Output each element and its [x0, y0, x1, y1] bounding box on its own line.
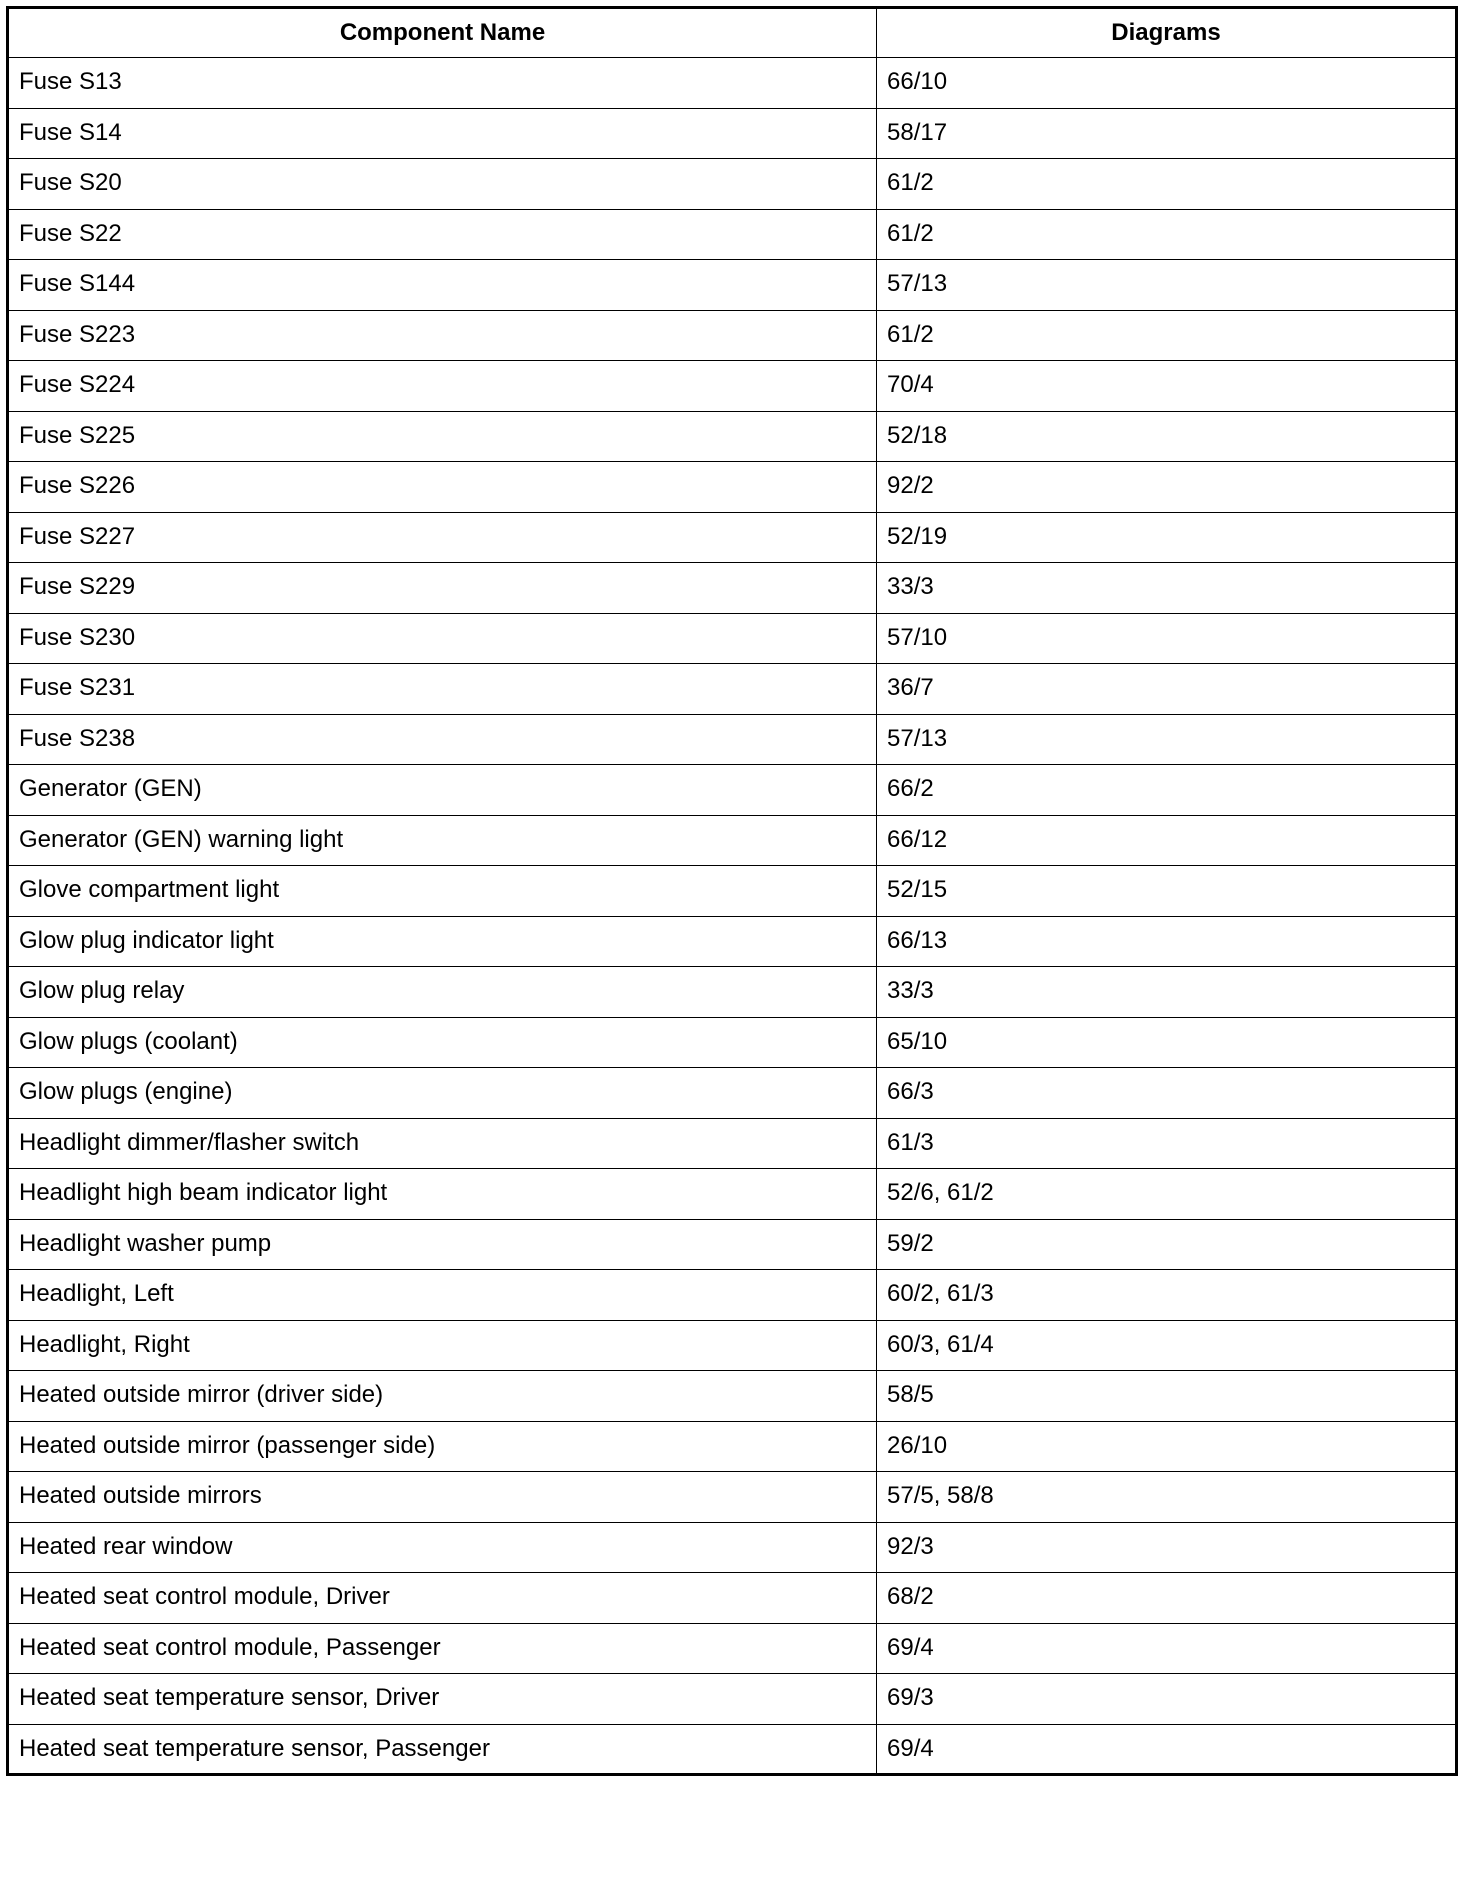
component-diagram-table — [6, 6, 1458, 1776]
diagrams-cell: 66/3 — [877, 1068, 1457, 1119]
component-name-cell: Heated rear window — [8, 1522, 877, 1573]
component-name-cell: Headlight washer pump — [8, 1219, 877, 1270]
table-row — [8, 1573, 1457, 1624]
diagrams-cell: 57/10 — [877, 613, 1457, 664]
component-name-cell: Fuse S14 — [8, 108, 877, 159]
component-name-cell: Fuse S238 — [8, 714, 877, 765]
diagrams-cell: 52/15 — [877, 866, 1457, 917]
diagrams-cell: 26/10 — [877, 1421, 1457, 1472]
table-row — [8, 967, 1457, 1018]
diagrams-cell: 61/3 — [877, 1118, 1457, 1169]
diagrams-cell: 60/2, 61/3 — [877, 1270, 1457, 1321]
table-row — [8, 714, 1457, 765]
table-row — [8, 159, 1457, 210]
table-row — [8, 1623, 1457, 1674]
table-row — [8, 1017, 1457, 1068]
component-name-cell: Fuse S13 — [8, 58, 877, 109]
component-name-cell: Fuse S144 — [8, 260, 877, 311]
table-row — [8, 1169, 1457, 1220]
table-header-row — [8, 8, 1457, 58]
diagrams-cell: 66/13 — [877, 916, 1457, 967]
table-row — [8, 361, 1457, 412]
table-row — [8, 664, 1457, 715]
component-name-cell: Fuse S223 — [8, 310, 877, 361]
diagrams-cell: 59/2 — [877, 1219, 1457, 1270]
diagrams-cell: 61/2 — [877, 310, 1457, 361]
table-row — [8, 916, 1457, 967]
component-name-cell: Heated seat control module, Passenger — [8, 1623, 877, 1674]
table-row — [8, 1118, 1457, 1169]
diagrams-cell: 65/10 — [877, 1017, 1457, 1068]
table-row — [8, 411, 1457, 462]
column-header-diagrams: Diagrams — [877, 8, 1457, 58]
diagrams-cell: 69/3 — [877, 1674, 1457, 1725]
diagrams-cell: 66/10 — [877, 58, 1457, 109]
diagrams-cell: 92/3 — [877, 1522, 1457, 1573]
component-name-cell: Headlight, Right — [8, 1320, 877, 1371]
component-name-cell: Heated seat temperature sensor, Passenger — [8, 1724, 877, 1775]
table-row — [8, 1320, 1457, 1371]
table-row — [8, 1371, 1457, 1422]
diagrams-cell: 92/2 — [877, 462, 1457, 513]
diagrams-cell: 57/5, 58/8 — [877, 1472, 1457, 1523]
component-name-cell: Fuse S227 — [8, 512, 877, 563]
table-row — [8, 563, 1457, 614]
table-row — [8, 1270, 1457, 1321]
table-row — [8, 108, 1457, 159]
diagrams-cell: 66/12 — [877, 815, 1457, 866]
component-name-cell: Fuse S229 — [8, 563, 877, 614]
component-name-cell: Fuse S231 — [8, 664, 877, 715]
diagrams-cell: 69/4 — [877, 1623, 1457, 1674]
table-row — [8, 815, 1457, 866]
table-row — [8, 260, 1457, 311]
diagrams-cell: 57/13 — [877, 260, 1457, 311]
column-header-component-name: Component Name — [8, 8, 877, 58]
diagrams-cell: 61/2 — [877, 209, 1457, 260]
table-row — [8, 765, 1457, 816]
component-name-cell: Glow plugs (engine) — [8, 1068, 877, 1119]
diagrams-cell: 52/19 — [877, 512, 1457, 563]
table-row — [8, 1068, 1457, 1119]
table-row — [8, 310, 1457, 361]
diagrams-cell: 61/2 — [877, 159, 1457, 210]
diagrams-cell: 52/6, 61/2 — [877, 1169, 1457, 1220]
table-row — [8, 1674, 1457, 1725]
component-name-cell: Glow plug indicator light — [8, 916, 877, 967]
component-name-cell: Glow plugs (coolant) — [8, 1017, 877, 1068]
component-name-cell: Fuse S20 — [8, 159, 877, 210]
component-name-cell: Glove compartment light — [8, 866, 877, 917]
component-name-cell: Heated outside mirror (passenger side) — [8, 1421, 877, 1472]
component-name-cell: Heated outside mirrors — [8, 1472, 877, 1523]
diagrams-cell: 52/18 — [877, 411, 1457, 462]
table-row — [8, 613, 1457, 664]
component-name-cell: Heated seat control module, Driver — [8, 1573, 877, 1624]
diagrams-cell: 36/7 — [877, 664, 1457, 715]
component-name-cell: Headlight high beam indicator light — [8, 1169, 877, 1220]
component-name-cell: Fuse S230 — [8, 613, 877, 664]
component-name-cell: Fuse S22 — [8, 209, 877, 260]
table-row — [8, 209, 1457, 260]
component-name-cell: Heated outside mirror (driver side) — [8, 1371, 877, 1422]
diagrams-cell: 57/13 — [877, 714, 1457, 765]
component-name-cell: Fuse S226 — [8, 462, 877, 513]
component-name-cell: Headlight, Left — [8, 1270, 877, 1321]
table-row — [8, 1724, 1457, 1775]
component-name-cell: Glow plug relay — [8, 967, 877, 1018]
diagrams-cell: 68/2 — [877, 1573, 1457, 1624]
diagrams-cell: 70/4 — [877, 361, 1457, 412]
diagrams-cell: 69/4 — [877, 1724, 1457, 1775]
diagrams-cell: 60/3, 61/4 — [877, 1320, 1457, 1371]
component-name-cell: Generator (GEN) warning light — [8, 815, 877, 866]
table-row — [8, 1421, 1457, 1472]
table-row — [8, 58, 1457, 109]
diagrams-cell: 33/3 — [877, 563, 1457, 614]
table-row — [8, 512, 1457, 563]
diagrams-cell: 33/3 — [877, 967, 1457, 1018]
table-body — [8, 58, 1457, 1775]
diagrams-cell: 66/2 — [877, 765, 1457, 816]
table-row — [8, 462, 1457, 513]
component-name-cell: Fuse S224 — [8, 361, 877, 412]
table-row — [8, 1472, 1457, 1523]
diagrams-cell: 58/5 — [877, 1371, 1457, 1422]
table-row — [8, 1522, 1457, 1573]
table-row — [8, 866, 1457, 917]
table-row — [8, 1219, 1457, 1270]
diagrams-cell: 58/17 — [877, 108, 1457, 159]
component-name-cell: Headlight dimmer/flasher switch — [8, 1118, 877, 1169]
component-table-container — [6, 6, 1455, 1776]
component-name-cell: Generator (GEN) — [8, 765, 877, 816]
component-name-cell: Fuse S225 — [8, 411, 877, 462]
component-name-cell: Heated seat temperature sensor, Driver — [8, 1674, 877, 1725]
